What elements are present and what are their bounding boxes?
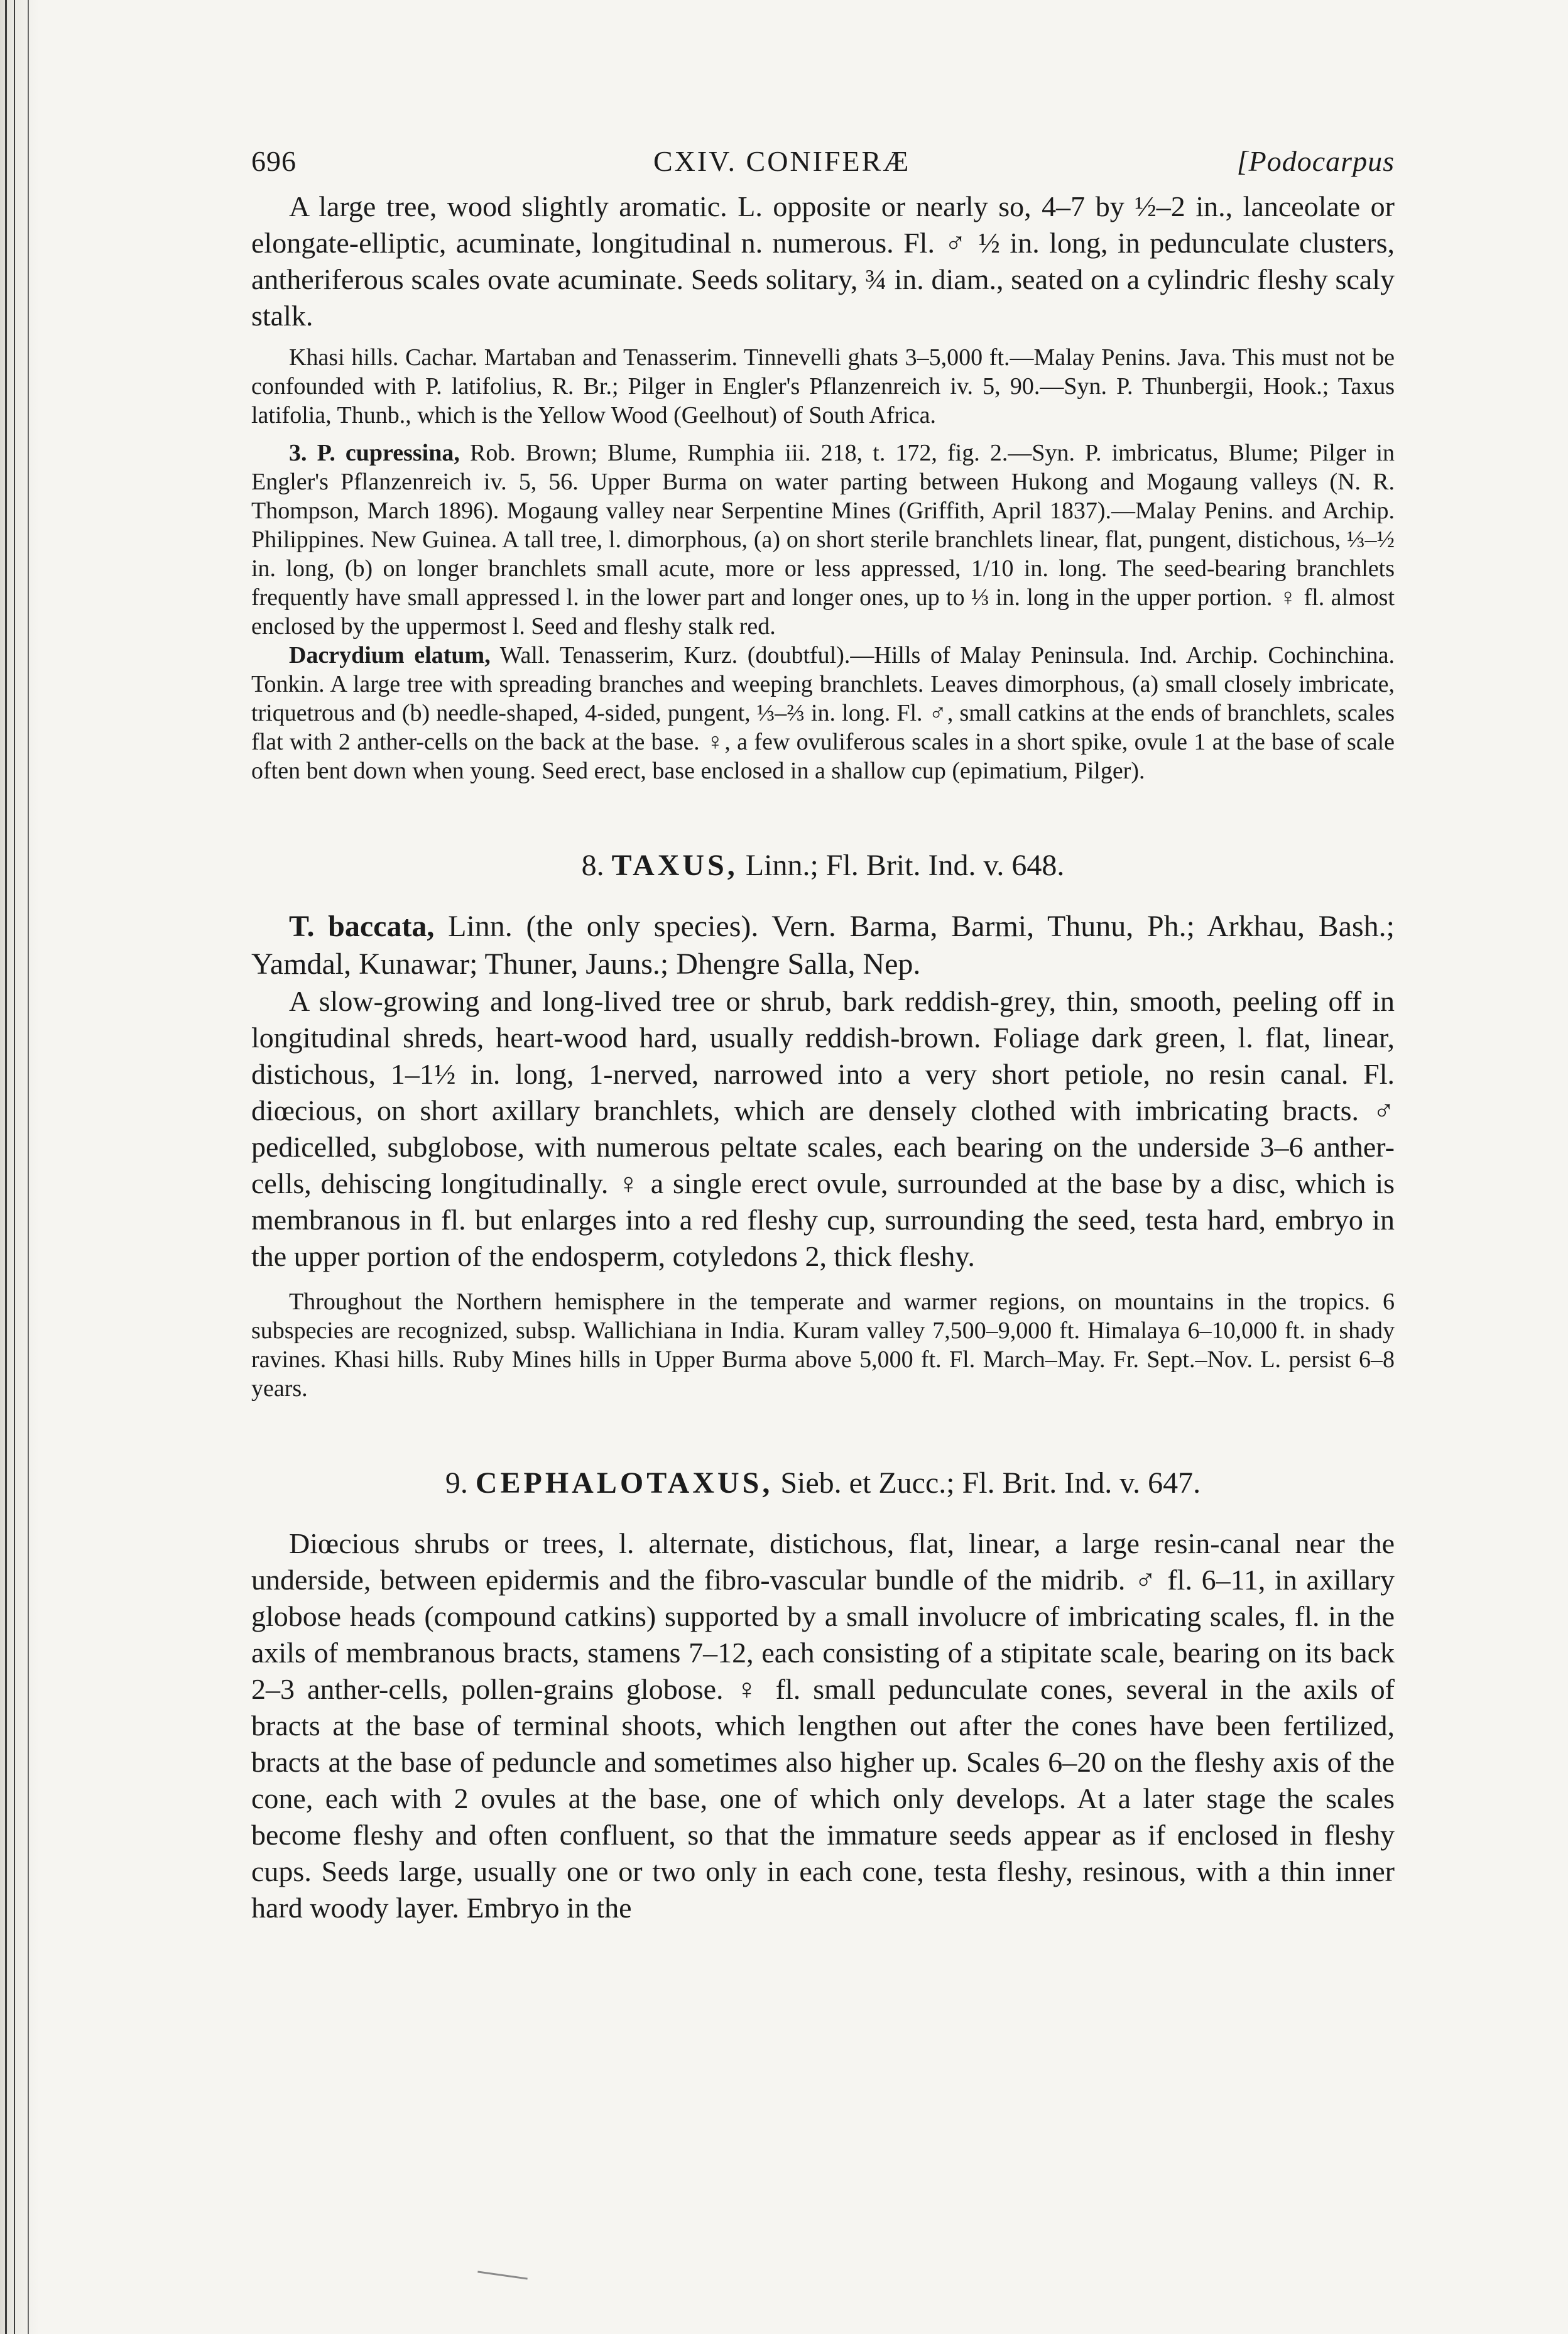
running-head-genus: [Podocarpus — [1236, 145, 1395, 177]
page-body — [251, 132, 1395, 1926]
spine-rule — [28, 0, 29, 2334]
cupressina-entry — [251, 439, 1395, 641]
taxus-species-entry — [251, 908, 1395, 983]
taxus-genus-number: 8. — [581, 849, 604, 882]
taxus-species-name: T. baccata, — [289, 910, 435, 943]
dacrydium-text: Wall. Tenasserim, Kurz. (doubtful).—Hills of Malay Peninsula. Ind. Archip. Cochinchina. Tonkin. A large tree with spreading branches and weeping branchlets. Leaves dimorphous, (a) small closely imbricate, triquetrous and (b) needle-shaped, 4-sided, pungent, ⅓–⅔ in. long. Fl. ♂, small catkins at the ends of branchlets, scales flat with 2 anther-cells on the back at the base. ♀, a few ovuliferous scales in a short spike, ovule 1 at the base of scale often bent down when young. Seed erect, base enclosed in a shallow cup (epimatium, Pilger). — [251, 642, 1395, 784]
spine-rule — [5, 0, 7, 2334]
page-fold-mark — [477, 2271, 528, 2279]
cephalotaxus-genus-authority: Sieb. et Zucc.; Fl. Brit. Ind. v. 647. — [780, 1466, 1201, 1500]
taxus-genus-name: TAXUS, — [611, 849, 738, 882]
cephalotaxus-description: Diœcious shrubs or trees, l. alternate, distichous, flat, linear, a large resin-canal near the underside, between epidermis and the fibro-vascular bundle of the midrib. ♂ fl. 6–11, in axillary globose heads (compound catkins) supported by a small involucre of imbricating scales, fl. in the axils of membranous bracts, stamens 7–12, each consisting of a stipitate scale, bearing on its back 2–3 anther-cells, pollen-grains globose. ♀ fl. small pedunculate cones, several in the axils of bracts at the base of terminal shoots, which lengthen out after the cones have been fertilized, bracts at the base of peduncle and sometimes also higher up. Scales 6–20 on the fleshy axis of the cone, each with 2 ovules at the base, one of which only develops. At a later stage the scales become fleshy and often confluent, so that the immature seeds appear as if enclosed in fleshy cups. Seeds large, usually one or two only in each cone, testa fleshy, resinous, with a thin inner hard woody layer. Embryo in the — [251, 1527, 1395, 1924]
spine-rule — [14, 0, 15, 2334]
dacrydium-name: Dacrydium elatum, — [289, 642, 491, 668]
taxus-genus-heading — [251, 848, 1395, 883]
taxus-genus-authority: Linn.; Fl. Brit. Ind. v. 648. — [745, 849, 1065, 882]
podocarpus-description: A large tree, wood slightly aromatic. L. opposite or nearly so, 4–7 by ½–2 in., lanceolate or elongate-elliptic, acuminate, longitudinal n. numerous. Fl. ♂ ½ in. long, in pedunculate clusters, antheriferous scales ovate acuminate. Seeds solitary, ¾ in. diam., seated on a cylindric fleshy scaly stalk. — [251, 190, 1395, 332]
cephalotaxus-genus-number: 9. — [445, 1466, 468, 1500]
running-header — [251, 132, 1395, 182]
dacrydium-entry — [251, 641, 1395, 785]
cupressina-name: 3. P. cupressina, — [289, 440, 460, 466]
chapter-title: CXIV. CONIFERÆ — [653, 145, 911, 177]
page-number: 696 — [251, 145, 297, 177]
cephalotaxus-genus-heading — [251, 1466, 1395, 1500]
taxus-species-text: Linn. (the only species). Vern. Barma, Barmi, Thunu, Ph.; Arkhau, Bash.; Yamdal, Kunawar; Thuner, Jauns.; Dhengre Salla, Nep. — [251, 910, 1395, 981]
cupressina-text: Rob. Brown; Blume, Rumphia iii. 218, t. 172, fig. 2.—Syn. P. imbricatus, Blume; Pilger in Engler's Pflanzenreich iv. 5, 56. Upper Burma on water parting between Hukong and Mogaung valleys (N. R. Thompson, March 1896). Mogaung valley near Serpentine Mines (Griffith, April 1837).—Malay Penins. and Archip. Philippines. New Guinea. A tall tree, l. dimorphous, (a) on short sterile branchlets linear, flat, pungent, distichous, ⅓–½ in. long, (b) on longer branchlets small acute, more or less appressed, 1/10 in. long. The seed-bearing branchlets frequently have small appressed l. in the lower part and longer ones, up to ⅓ in. long in the upper portion. ♀ fl. almost enclosed by the uppermost l. Seed and fleshy stalk red. — [251, 440, 1395, 640]
cephalotaxus-genus-name: CEPHALOTAXUS, — [475, 1466, 773, 1500]
podocarpus-distribution: Khasi hills. Cachar. Martaban and Tenasserim. Tinnevelli ghats 3–5,000 ft.—Malay Penins. Java. This must not be confounded with P. latifolius, R. Br.; Pilger in Engler's Pflanzenreich iv. 5, 90.—Syn. P. Thunbergii, Hook.; Taxus latifolia, Thunb., which is the Yellow Wood (Geelhout) of South Africa. — [251, 344, 1395, 428]
taxus-description: A slow-growing and long-lived tree or shrub, bark reddish-grey, thin, smooth, peeling off in longitudinal shreds, heart-wood hard, usually reddish-brown. Foliage dark green, l. flat, linear, distichous, 1–1½ in. long, 1-nerved, narrowed into a very short petiole, no resin canal. Fl. diœcious, on short axillary branchlets, which are densely clothed with imbricating bracts. ♂ pedicelled, subglobose, with numerous peltate scales, each bearing on the underside 3–6 anther-cells, dehiscing longitudinally. ♀ a single erect ovule, surrounded at the base by a disc, which is membranous in fl. but enlarges into a red fleshy cup, surrounding the seed, testa hard, embryo in the upper portion of the endosperm, cotyledons 2, thick fleshy. — [251, 985, 1395, 1272]
taxus-distribution: Throughout the Northern hemisphere in the temperate and warmer regions, on mountains in the tropics. 6 subspecies are recognized, subsp. Wallichiana in India. Kuram valley 7,500–9,000 ft. Himalaya 6–10,000 ft. in shady ravines. Khasi hills. Ruby Mines hills in Upper Burma above 5,000 ft. Fl. March–May. Fr. Sept.–Nov. L. persist 6–8 years. — [251, 1289, 1395, 1402]
